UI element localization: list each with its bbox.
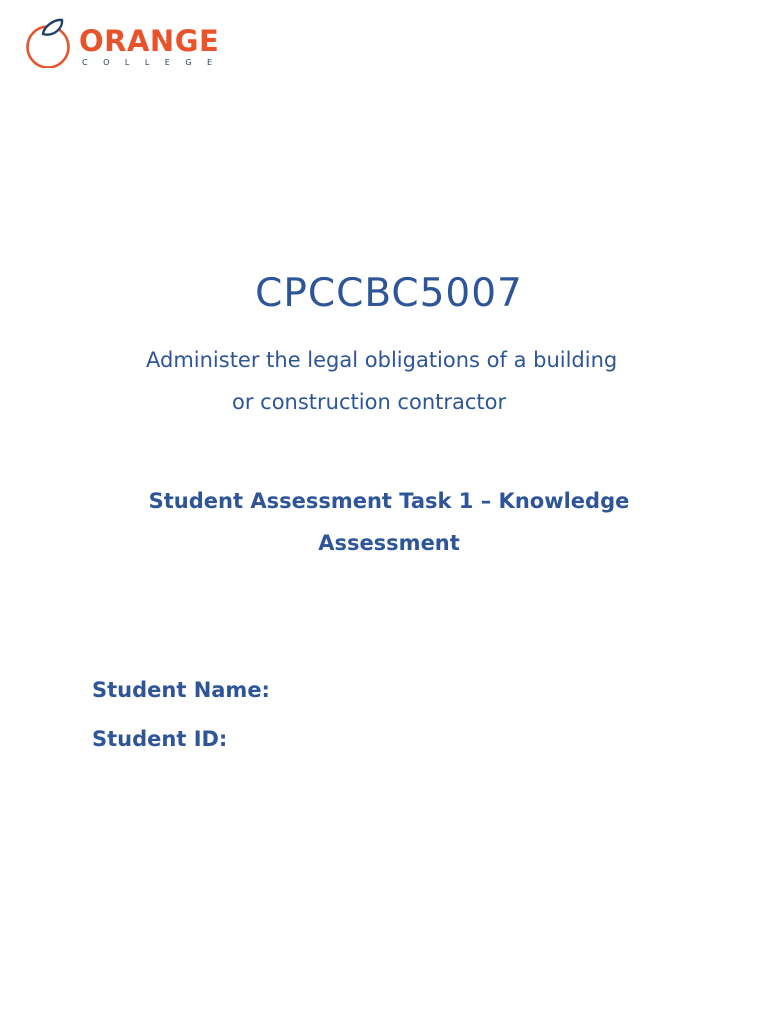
task-title-line-2: Assessment [318, 531, 460, 555]
student-name-label: Student Name: [92, 678, 270, 702]
logo-wordmark: ORANGE [79, 24, 220, 58]
unit-code: CPCCBC5007 [255, 271, 523, 316]
logo-subtitle: COLLEGE [82, 58, 228, 67]
orange-college-logo [24, 18, 239, 70]
task-title-line-1: Student Assessment Task 1 – Knowledge [148, 489, 630, 513]
unit-title-line-1: Administer the legal obligations of a building [146, 348, 618, 372]
unit-title-line-2: or construction contractor [232, 390, 507, 414]
orange-fruit-icon [24, 18, 74, 68]
student-id-label: Student ID: [92, 727, 228, 751]
